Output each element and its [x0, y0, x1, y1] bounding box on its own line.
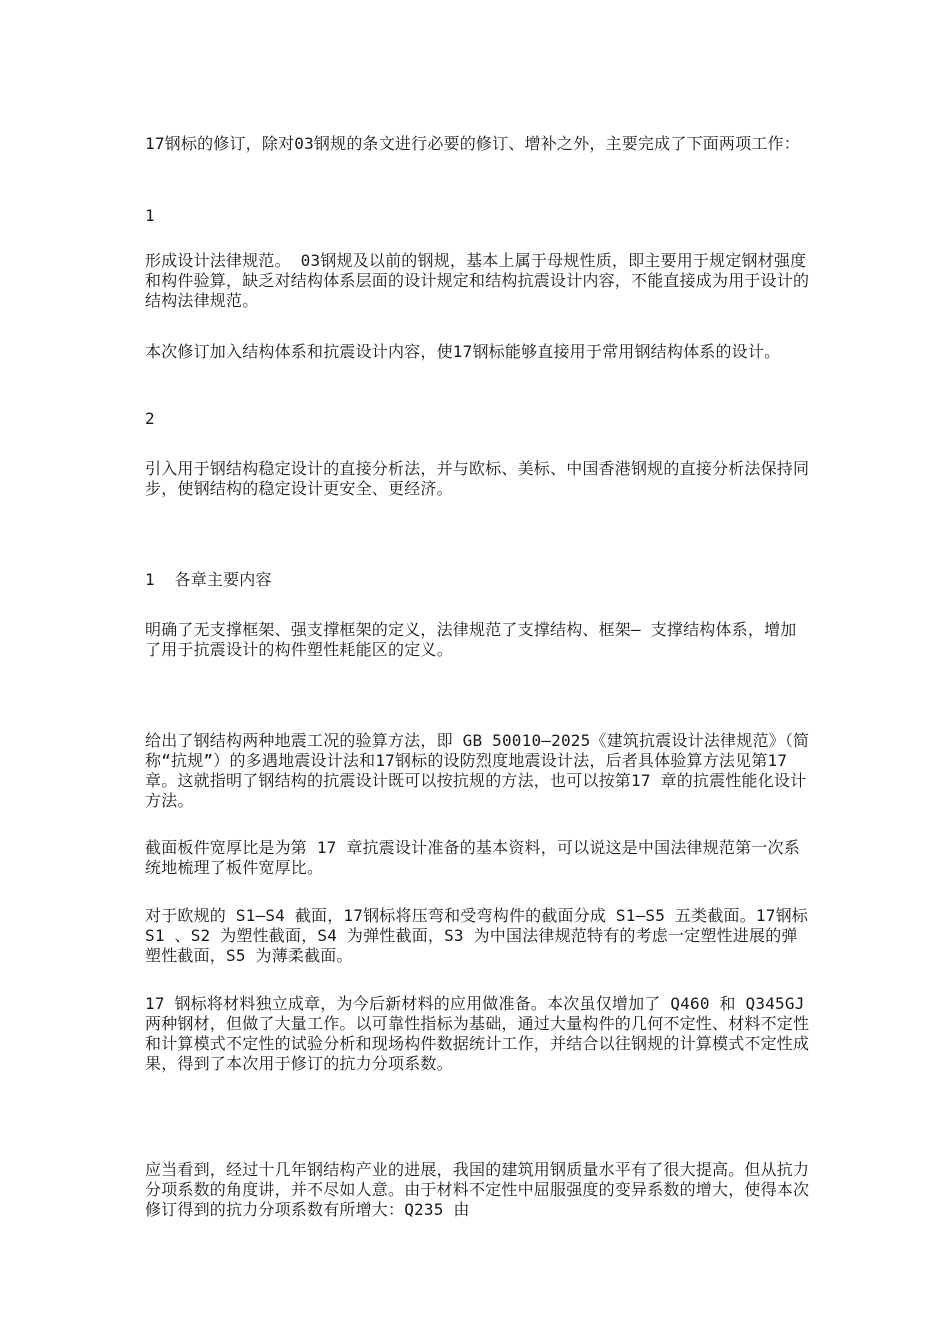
section-classes-paragraph: 对于欧规的 S1—S4 截面，17钢标将压弯和受弯构件的截面分成 S1—S5 五类截面。17钢标S1 、S2 为塑性截面，S4 为弹性截面，S3 为中国法律规范特有的考虑一定塑性进展的弹塑性截面，S5 为薄柔截面。: [145, 906, 808, 965]
width-thickness-paragraph: 截面板件宽厚比是为第 17 章抗震设计准备的基本资料，可以说这是中国法律规范第一次系统地梳理了板件宽厚比。: [145, 838, 800, 877]
item-number-1: 1: [145, 206, 155, 225]
materials-paragraph: 17 钢标将材料独立成章，为今后新材料的应用做准备。本次虽仅增加了 Q460 和 Q345GJ 两种钢材，但做了大量工作。以可靠性指标为基础，通过大量构件的几何不定性、材料不定性和计算模式不定性的试验分析和现场构件数据统计工作，并结合以往钢规的计算模式不定性成果，得到了本次用于修订的抗力分项系数。: [145, 994, 815, 1073]
seismic-paragraph: 给出了钢结构两种地震工况的验算方法，即 GB 50010—2025《建筑抗震设计法律规范》（简称“抗规”）的多遇地震设计法和17钢标的设防烈度地震设计法，后者具体验算方法见第17章。这就指明了钢结构的抗震设计既可以按抗规的方法，也可以按第17 章的抗震性能化设计方法。: [145, 731, 810, 810]
intro-paragraph: 17钢标的修订，除对03钢规的条文进行必要的修订、增补之外，主要完成了下面两项工作：: [145, 134, 800, 153]
item-1-paragraph: 形成设计法律规范。 03钢规及以前的钢规，基本上属于母规性质，即主要用于规定钢材强度和构件验算，缺乏对结构体系层面的设计规定和结构抗震设计内容，不能直接成为用于设计的结构法律规范。: [145, 251, 810, 310]
steel-quality-paragraph: 应当看到，经过十几年钢结构产业的进展，我国的建筑用钢质量水平有了很大提高。但从抗力分项系数的角度讲，并不尽如人意。由于材料不定性中屈服强度的变异系数的增大，使得本次修订得到的抗力分项系数有所增大：Q235 由: [145, 1160, 810, 1219]
item-number-2: 2: [145, 409, 155, 428]
definitions-paragraph: 明确了无支撑框架、强支撑框架的定义，法律规范了支撑结构、框架— 支撑结构体系，增加了用于抗震设计的构件塑性耗能区的定义。: [145, 620, 797, 659]
item-2-paragraph: 引入用于钢结构稳定设计的直接分析法，并与欧标、美标、中国香港钢规的直接分析法保持同步，使钢结构的稳定设计更安全、更经济。: [145, 459, 810, 498]
section-heading: 1 各章主要内容: [145, 570, 272, 589]
item-1-continuation-paragraph: 本次修订加入结构体系和抗震设计内容，使17钢标能够直接用于常用钢结构体系的设计。: [145, 342, 781, 361]
